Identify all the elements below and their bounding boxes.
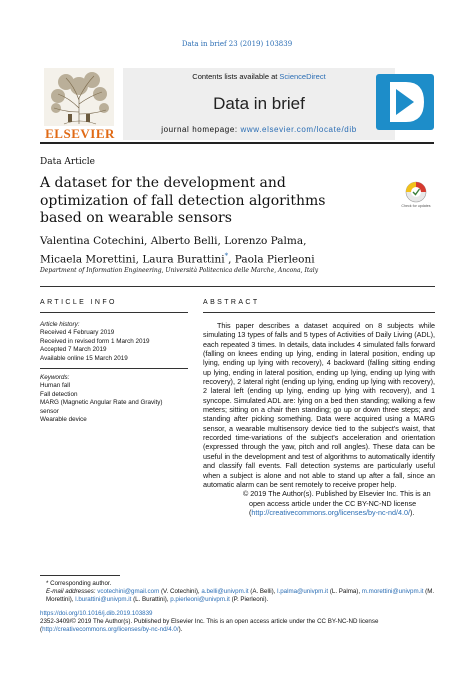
history-item: Available online 15 March 2019 [40,354,128,362]
abstract-rule [203,312,435,313]
article-history [40,321,190,363]
keyword-item: Wearable device [40,416,87,424]
elsevier-tree-icon [44,68,114,126]
homepage-link[interactable]: www.elsevier.com/locate/dib [240,125,357,134]
history-item: Received 4 February 2019 [40,329,115,337]
history-item: Accepted 7 March 2019 [40,346,107,354]
email-link[interactable]: m.morettini@univpm.it [361,588,424,596]
abstract-heading: ABSTRACT [203,299,260,306]
masthead-rule [40,142,434,144]
footer-license-end: ). [178,626,183,634]
history-label: Article history: [40,321,80,328]
history-item: Received in revised form 1 March 2019 [40,337,150,345]
abstract-license-end: ). [410,507,415,517]
play-arrow-icon [376,74,434,130]
email-link[interactable]: p.pierleoni@univpm.it [170,596,230,604]
homepage-label: journal homepage: [161,125,241,134]
masthead-center [123,68,395,140]
affiliation: Department of Information Engineering, Università Politecnica delle Marche, Ancona, Italy [40,267,319,274]
email-addresses [40,588,435,604]
email-owner: (L. Burattini), [131,596,171,604]
corresponding-author-mark[interactable]: * [224,251,229,260]
check-for-updates-badge[interactable] [398,178,434,214]
abstract-paragraph: This paper describes a dataset acquired on 8 subjects while simulating 13 types of falls and 5 types of Activities of Daily Living (ADL), each repeated 3 times. In details, data includes 4 simulated falls forward (falling on knees ending up lying, ending in lateral position, ending up lying, ending up lying with recovery), 4 backward (falling sitting ending up lying, ending in lateral position, ending up lying, ending up lying with recovery), 2 lateral right (ending up lying, ending up lying with recovery), 2 lateral left (ending up lying, ending up lying with recovery), and 1 syncope. Simulated ADL are: lying on a bed then standing; walking a few meters; sitting on a chair then standing; go up or down three steps; and standing after picking something. Data were acquired using a MARG sensor, a wearable multisensory device tied to the subject's waist, that recorded time-variations of the subject's acceleration and orientation (expressed through the yaw, pitch and roll angles). These data can be useful in the development and test of algorithms to automatically identify and classify fall events. Fall detection systems are particularly useful when a subject is alone and not able to stand up after a fall, since an automatic alarm can be sent remotely to receive proper help. [203,321,435,489]
authors-line-2 [40,249,370,267]
keyword-item: Human fall [40,382,71,390]
email-owner: (P. Pierleoni). [229,596,269,604]
authors-part-b: , Paola Pierleoni [228,253,315,265]
article-type: Data Article [40,157,95,167]
email-owner: (L. Palma), [328,588,362,596]
keywords [40,374,190,424]
journal-masthead [40,68,434,150]
keyword-item: sensor [40,407,59,415]
corresponding-note: * Corresponding author. [46,580,112,587]
email-link[interactable]: l.palma@univpm.it [277,588,329,596]
footer-license-text: 2352-3409/© 2019 The Author(s). Published by Elsevier Inc. This is an open access article under the CC BY-NC-ND license ( [40,617,379,634]
email-link[interactable]: vcotechini@gmail.com [97,588,160,596]
header-divider [40,286,435,287]
abstract-license-text: © 2019 The Author(s). Published by Elsevier Inc. This is an open access article under the CC BY-NC-ND license ( [243,489,431,517]
email-owner: (M. Morettini), [46,588,435,604]
journal-homepage [123,125,395,134]
email-label: E-mail addresses: [46,588,98,596]
history-keywords-rule [40,368,188,369]
footer-license-link[interactable]: http://creativecommons.org/licenses/by-nc-nd/4.0/ [42,626,179,634]
article-title: A dataset for the development and optimization of fall detection algorithms based on wearable sensors [40,175,326,226]
email-owner: (V. Cotechini), [159,588,202,596]
article-info-rule [40,312,188,313]
contents-prefix: Contents lists available at [192,72,280,81]
elsevier-logo[interactable] [40,68,118,140]
email-owner: (A. Belli), [248,588,278,596]
abstract-license-link[interactable]: http://creativecommons.org/licenses/by-nc-nd/4.0/ [251,507,411,517]
keyword-item: MARG (Magnetic Angular Rate and Gravity) [40,399,163,407]
abstract-license [203,489,435,517]
article-info-heading: ARTICLE INFO [40,299,117,306]
crossmark-icon [398,178,434,214]
keywords-label: Keywords: [40,374,70,381]
journal-citation[interactable]: Data in brief 23 (2019) 103839 [181,40,293,48]
crossmark-label: Check for updates [401,204,431,208]
keyword-item: Fall detection [40,390,78,398]
abstract-body [203,321,435,517]
sciencedirect-link[interactable]: ScienceDirect [279,72,326,81]
doi-link[interactable]: https://doi.org/10.1016/j.dib.2019.103839 [40,609,153,617]
journal-cover-icon[interactable] [376,74,434,130]
author-list [40,234,370,267]
contents-line [123,72,395,81]
footnote-rule [40,575,120,576]
authors-line-1: Valentina Cotechini, Alberto Belli, Lorenzo Palma, [40,235,307,247]
email-link[interactable]: l.burattini@univpm.it [75,596,132,604]
authors-part-a: Micaela Morettini, Laura Burattini [40,253,225,265]
elsevier-wordmark: ELSEVIER [45,126,115,141]
journal-title: Data in brief [213,94,305,113]
footnotes [40,580,435,634]
email-link[interactable]: a.belli@univpm.it [201,588,249,596]
footer-license [40,618,435,634]
